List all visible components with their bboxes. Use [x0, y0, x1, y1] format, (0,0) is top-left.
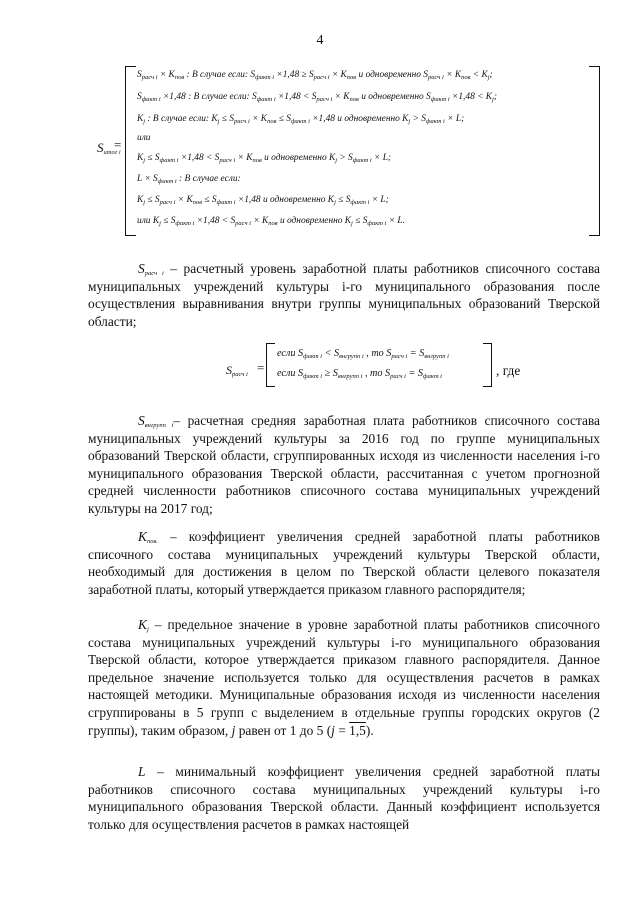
big-formula-line-7: $K_j \le S_{расч i} \times K_{пов} \le S_{факт i} \times 1,48$ и одновременно $K_j \le S_{факт i} \times L$;	[137, 195, 389, 206]
page-number: 4	[316, 33, 324, 48]
small-formula-bracket-left	[266, 343, 275, 387]
big-formula-lhs: $S_{итог i}$	[97, 140, 121, 156]
symbol-k-j: $K_j$	[138, 617, 149, 633]
big-formula-line-8: или $K_j \le S_{факт i} \times 1,48 < S_{расч i} \times K_{пов}$ и одновременно $K_j \le S_{факт i} \times L$.	[137, 216, 405, 227]
small-formula-tail: , где	[496, 363, 521, 378]
symbol-k-pov: $K_{пов.}$	[138, 529, 158, 545]
definition-l: L – минимальный коэффициент увеличения средней заработной платы работников списочного состава муниципальных учреждений культуры i-го муниципального образования Тверской области. Данный коэффициент используется только для осуществления расчетов в рамках настоящей	[88, 764, 600, 832]
definition-s-rasch: $S_{расч i}$ – расчетный уровень заработной платы работников списочного состава муниципальных учреждений культуры i-го муниципального образования после осуществления выравнивания внутри группы муниципальных образований Тверской области;	[88, 261, 600, 329]
definition-k-pov: $K_{пов.}$ – коэффициент увеличения средней заработной платы работников списочного состава муниципальных учреждений культуры Тверской области, необходимый для достижения в целом по Тверской области целевого показателя заработной платы, который утверждается приказом главного распорядителя;	[88, 529, 600, 597]
big-formula-line-6: $L \times S_{факт i}$ : В случае если:	[137, 174, 241, 185]
big-formula-bracket-right	[589, 66, 600, 236]
small-formula-lhs: $S_{расч i}$	[226, 363, 248, 378]
small-formula-line-2: если $S_{факт i} \ge S_{внгрупп i}$ , то $S_{расч i} = S_{факт i}$	[277, 368, 442, 380]
definition-k-j: $K_j$ – предельное значение в уровне заработной платы работников списочного состава муниципальных учреждений культуры i-го муниципального образования Тверской области, которое утверждается приказом главного распорядителя. Данное предельное значение используется только для осуществления расчетов в рамках настоящей методики. Муниципальные образования исходя из численности населения сгруппированы в 5 групп с выделением в отдельные группы городских округов (2 группы), таким образом, j равен от 1 до 5 (j = 1,5).	[88, 617, 600, 738]
small-formula-line-1: если $S_{факт i} < S_{внгрупп i}$ , то $S_{расч i} = S_{внгрупп i}$	[277, 348, 449, 360]
big-formula-equals: =	[114, 137, 122, 152]
small-formula-equals: =	[257, 360, 265, 375]
symbol-s-rasch: $S_{расч i}$	[138, 261, 164, 277]
definition-s-vngrupp: $S_{внгрупп i}-$ расчетная средняя заработная плата работников списочного состава муниципальных учреждений культуры за 2016 год по группе муниципальных образований Тверской области, сгруппированных исходя из численности населения i-го муниципального образования Тверской области, рассчитанная с учетом прогнозной средней численности работников списочного состава муниципальных учреждений культуры на 2017 год;	[88, 413, 601, 516]
big-formula-bracket-left	[125, 66, 136, 236]
symbol-s-vngrupp: $S_{внгрупп i}$	[138, 413, 174, 429]
small-formula-bracket-right	[483, 343, 492, 387]
big-formula-line-4: или	[137, 133, 151, 143]
big-formula-line-2: $S_{факт i} \times 1,48$ : В случае если: $S_{факт i} \times 1,48 < S_{расч i} \times K_{пов}$ и одновременно $S_{факт i} \times 1,48 < K_j$;	[137, 92, 497, 103]
big-formula-line-5: $K_j \le S_{факт i} \times 1,48 < S_{расч i} \times K_{пов}$ и одновременно $K_j > S_{факт i} \times L$;	[137, 153, 392, 164]
symbol-l: L	[138, 764, 146, 779]
big-formula-line-3: $K_j$ : В случае если: $K_j \le S_{расч i} \times K_{пов} \le S_{факт i} \times 1,48$ и одновременно $K_j > S_{факт i} \times L$;	[137, 114, 465, 125]
big-formula-line-1: $S_{расч i} \times K_{пов}$ : В случае если: $S_{факт i} \times 1,48 \ge S_{расч i} \times K_{пов}$ и одновременно $S_{расч i} \times K_{пов} < K_j$;	[137, 70, 493, 81]
